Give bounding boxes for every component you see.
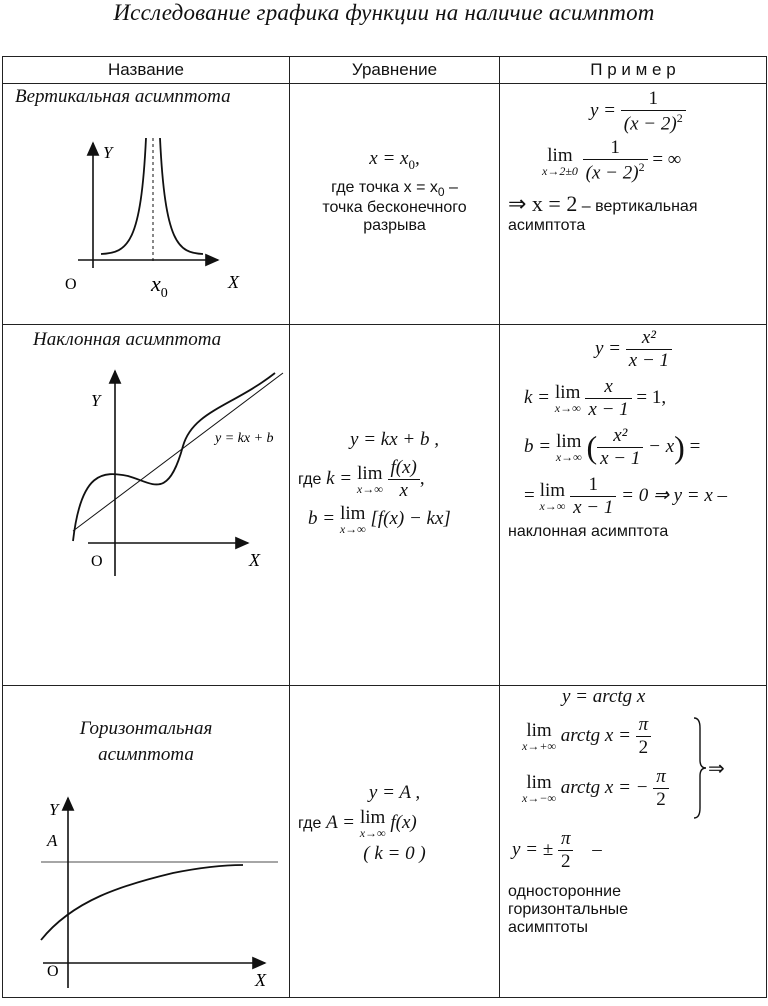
cell-equation-vertical [290,84,500,325]
eq-vertical-main: $x = x_0$, [369,148,420,172]
ex-horizontal-lim-plus: lim x→+∞ arctg x = $\frac{\pi}{2}$ [522,714,651,759]
eq-horizontal-k-note: ( k = 0 ) [363,843,426,864]
x-axis-label: X [255,970,266,990]
origin-label: O [91,553,103,570]
y-axis-label: Y [91,391,101,410]
row-label-horizontal: Горизонтальная асимптота [79,718,213,765]
ex-horizontal-conclusion2: горизонтальные [508,901,629,918]
page-title: Исследование графика функции на наличие асимптот [113,0,655,25]
ex-oblique-result: = lim x→∞ $\frac{1}{x - 1}$ = 0 ⇒ y = x – [524,474,728,518]
brace-icon [692,716,708,820]
ex-horizontal-conclusion1: односторонние [508,883,621,900]
ex-vertical-function: y = $\frac{1}{(x - 2)^2}$ [500,84,766,135]
eq-oblique-k: где k = lim x→∞ $\frac{f(x)}{x}$ , [298,457,425,501]
a-level-label: A [47,831,58,850]
cell-example-oblique [500,325,767,686]
table-row-oblique [3,325,767,686]
eq-oblique-b: b = lim x→∞ [f(x) − kx] [308,503,451,536]
ex-horizontal-lim-minus: lim x→−∞ arctg x = − $\frac{\pi}{2}$ [522,766,669,811]
eq-vertical-line3: разрыва [363,216,426,234]
ex-horizontal-limits [500,708,766,818]
ex-vertical-conclusion2: асимптота [508,216,586,234]
ex-oblique-function: y = $\frac{\text{x²}}{x - 1}$ [500,325,766,372]
ex-vertical-limit: lim x→2±0 $\frac{1}{(x - 2)^2}$ = ∞ [542,137,682,184]
graph-vertical-asymptote [3,108,290,323]
ex-horizontal-result: y = ± $\frac{\pi}{2}$ – [512,828,602,872]
asymptote-line-label: y = kx + b [215,431,274,446]
ex-horizontal-implies: ⇒ [708,758,725,780]
origin-label: O [47,963,59,980]
table-row-vertical [3,84,767,325]
ex-oblique-b: b = lim x→∞ ( $\frac{\text{x²}}{x - 1}$ − x) = [524,425,701,469]
cell-name-oblique [3,325,290,686]
x-axis-label: X [228,272,239,292]
cell-name-vertical [3,84,290,325]
ex-horizontal-function: y = arctg x [562,686,646,707]
y-axis-label: Y [49,800,59,819]
ex-vertical-conclusion: ⇒ x = 2 – вертикальная [508,190,698,216]
cell-example-vertical [500,84,767,325]
table-row-horizontal [3,686,767,998]
eq-vertical-line2: точка бесконечного [322,198,467,216]
ex-oblique-k: k = lim x→∞ $\frac{x}{x - 1}$ = 1, [524,376,667,420]
ex-oblique-conclusion: наклонная асимптота [508,523,669,540]
origin-label: O [65,276,77,293]
x0-label: $x_0$ [151,271,168,301]
asymptote-table [2,56,767,998]
eq-horizontal-main: y = A , [368,782,421,803]
header-example: П р и м е р [500,57,767,84]
cell-equation-horizontal [290,686,500,998]
cell-equation-oblique [290,325,500,686]
header-equation: Уравнение [290,57,500,84]
ex-horizontal-conclusion3: асимптоты [508,919,589,936]
cell-name-horizontal [3,686,290,998]
eq-horizontal-a: где A = lim x→∞ f(x) [298,807,417,840]
eq-vertical-line1: где точка $x = x_0$ – [331,178,458,199]
row-label-vertical: Вертикальная асимптота [15,86,231,107]
header-name: Название [3,57,290,84]
row-label-oblique: Наклонная асимптота [33,329,222,350]
table-header-row [3,57,767,84]
y-axis-label: Y [103,143,113,162]
x-axis-label: X [249,550,260,570]
graph-oblique-asymptote [3,351,290,591]
cell-example-horizontal [500,686,767,998]
graph-horizontal-asymptote [3,790,290,996]
eq-oblique-main: y = kx + b , [350,429,439,450]
